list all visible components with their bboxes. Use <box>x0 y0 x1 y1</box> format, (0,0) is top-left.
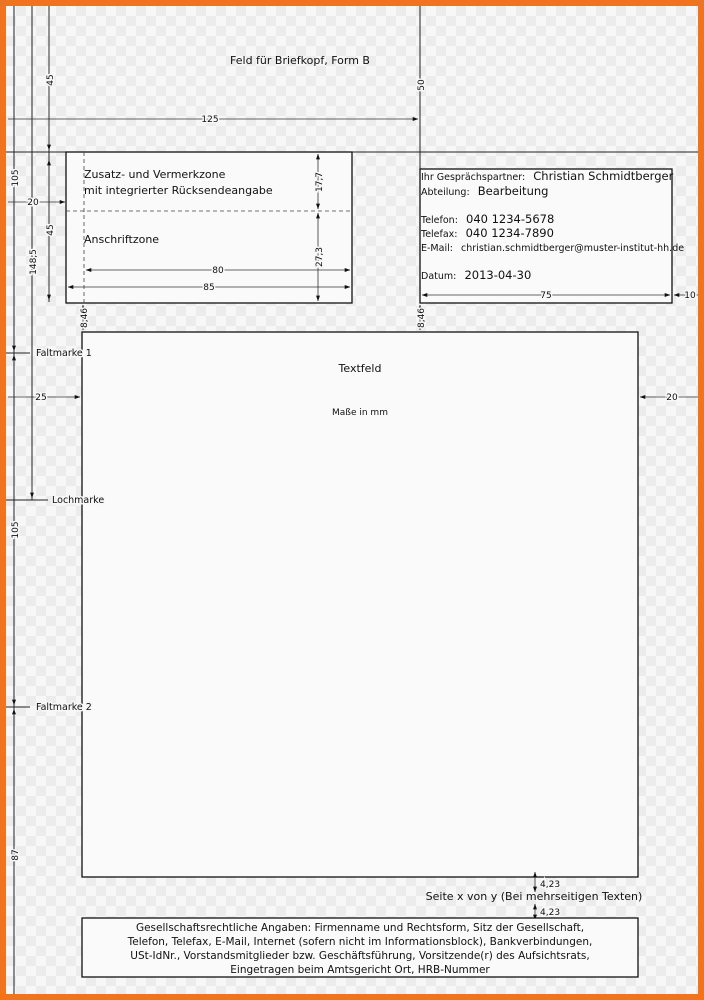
legal-line-3: USt-IdNr., Vorstandsmitglieder bzw. Geschäftsführung, Vorsitzende(r) des Aufsichtsrats, <box>130 950 590 962</box>
dim-846-right-label: 8,46 <box>417 307 427 329</box>
dim-50-label: 50 <box>417 79 427 91</box>
textfeld-title: Textfeld <box>338 362 382 375</box>
zusatz-zone-label-1: Zusatz- und Vermerkzone <box>84 168 226 181</box>
dim-25-label: 25 <box>35 393 47 403</box>
dim-87-label: 87 <box>11 849 21 861</box>
phone-label: Telefon: <box>421 215 458 226</box>
dim-75-label: 75 <box>540 291 552 301</box>
dim-17-label: 17,7 <box>315 171 325 193</box>
zusatz-zone-label-2: mit integrierter Rücksendeangabe <box>84 184 273 197</box>
dim-148-label: 148,5 <box>29 249 39 275</box>
dim-105-top-label: 105 <box>11 169 21 187</box>
dim-125-label: 125 <box>201 115 219 125</box>
legal-line-2: Telefon, Telefax, E-Mail, Internet (sofern nicht im Informationsblock), Bankverbindungen, <box>127 936 593 948</box>
faltmarke2-label: Faltmarke 2 <box>36 702 92 713</box>
info-contact-line <box>421 165 674 184</box>
fax-value: 040 1234-7890 <box>465 226 554 240</box>
dim-105-mid-label: 105 <box>11 521 21 539</box>
dim-27-label: 27,3 <box>315 246 325 268</box>
dept-label: Abteilung: <box>421 187 470 198</box>
email-value: christian.schmidtberger@muster-institut-hh.de <box>461 243 685 254</box>
fax-label: Telefax: <box>421 229 458 240</box>
dim-10-label: 10 <box>684 291 696 301</box>
dim-846-left-label: 8,46 <box>80 307 90 329</box>
dim-45-top-label: 45 <box>46 74 56 86</box>
dept-value: Bearbeitung <box>477 184 549 198</box>
dim-85-label: 85 <box>203 283 215 293</box>
page-number-note: Seite x von y (Bei mehrseitigen Texten) <box>425 890 643 903</box>
contact-label: Ihr Gesprächspartner: <box>421 172 526 183</box>
legal-line-4: Eingetragen beim Amtsgericht Ort, HRB-Nummer <box>230 964 490 976</box>
email-label: E-Mail: <box>421 243 453 254</box>
date-value: 2013-04-30 <box>464 268 532 282</box>
dim-80-label: 80 <box>212 266 224 276</box>
contact-value: Christian Schmidtberger <box>533 169 674 183</box>
dim-20-left-label: 20 <box>27 198 39 208</box>
dim-45-mid-label: 45 <box>46 224 56 236</box>
header-title: Feld für Briefkopf, Form B <box>230 54 370 67</box>
dim-20-right-label: 20 <box>666 393 678 403</box>
legal-line-1: Gesellschaftsrechtliche Angaben: Firmenname und Rechtsform, Sitz der Gesellschaft, <box>135 922 585 934</box>
lochmarke-label: Lochmarke <box>52 495 105 506</box>
phone-value: 040 1234-5678 <box>466 212 555 226</box>
date-label: Datum: <box>421 271 457 282</box>
anschrift-zone-label: Anschriftzone <box>84 233 160 246</box>
dim-423-b-label: 4,23 <box>540 908 561 918</box>
units-note: Maße in mm <box>332 408 388 418</box>
faltmarke1-label: Faltmarke 1 <box>36 348 92 359</box>
dim-423-a-label: 4,23 <box>540 880 561 890</box>
